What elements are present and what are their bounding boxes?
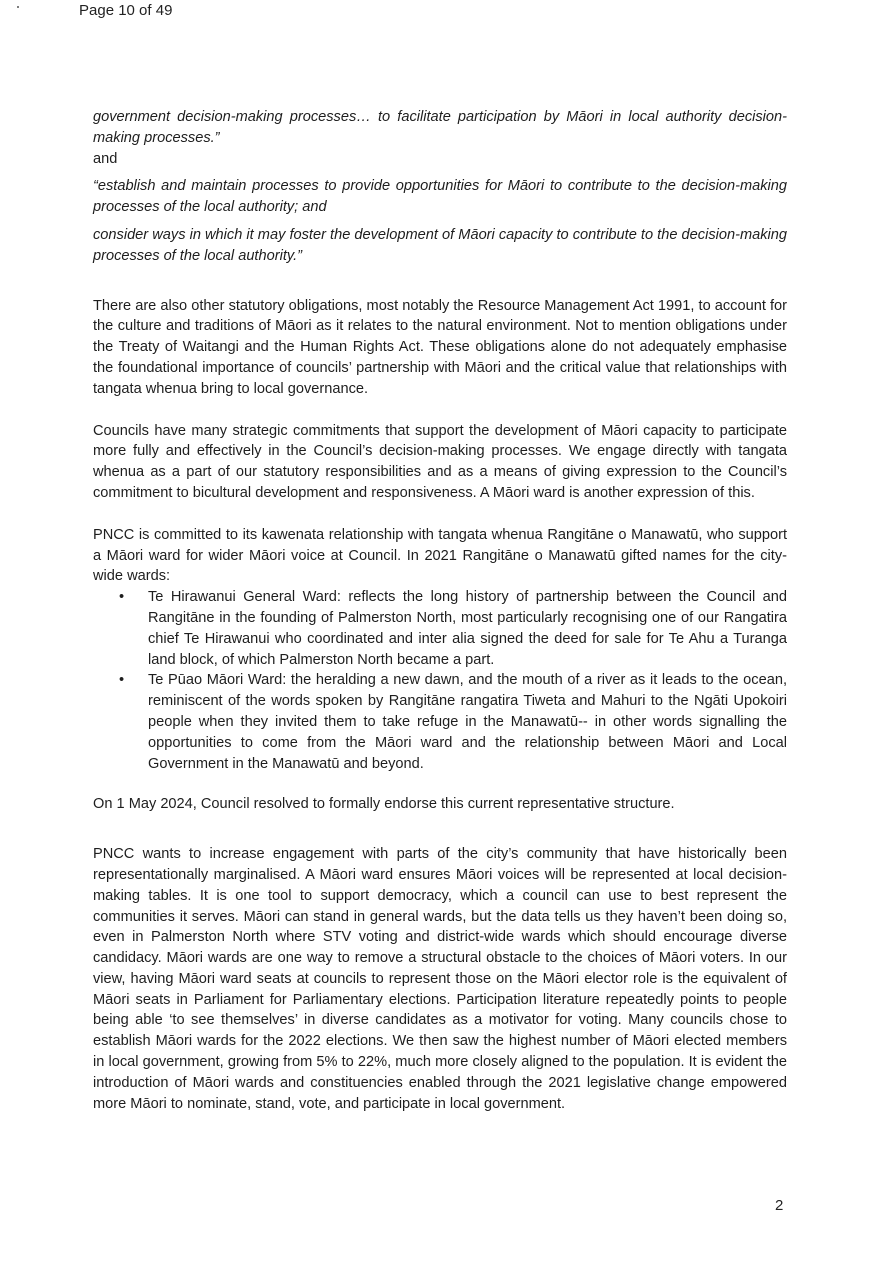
page-label: Page 10 of 49: [79, 2, 173, 19]
quote-consider: consider ways in which it may foster the development of Māori capacity to contribute to the decision-making processes of the local authority.”: [93, 226, 787, 264]
scan-dot: [17, 6, 19, 8]
quote-establish: “establish and maintain processes to provide opportunities for Māori to contribute to the decision-making processes of the local authority; and: [93, 178, 787, 216]
document-body: [93, 107, 787, 1114]
page-number: 2: [775, 1197, 784, 1214]
bullet-icon: •: [119, 672, 125, 689]
bullet-icon: •: [119, 589, 125, 606]
ward-description: Te Hirawanui General Ward: reflects the long history of partnership between the Council and Rangitāne in the founding of Palmerston North, most particularly recognising one of our Rangatira chief Te Hirawanui who coordinated and inter alia signed the deed for sale for Te Ahu a Turanga land block, of which Palmerston North became a part.: [148, 589, 787, 668]
paragraph-council-resolution: On 1 May 2024, Council resolved to formally endorse this current representative structure.: [93, 796, 675, 813]
ward-description: Te Pūao Māori Ward: the heralding a new dawn, and the mouth of a river as it leads to the ocean, reminiscent of the words spoken by Rangitāne rangatira Tiweta and Mahuri to the Ngāti Upokoiri people when they invited them to take refuge in the Manawatū-- in other words signalling the opportunities to come from the Māori ward and the relationship between Māori and Local Government in the Manawatū and beyond.: [148, 672, 787, 772]
paragraph-engagement: PNCC wants to increase engagement with parts of the city’s community that have historically been representationally marginalised. A Māori ward ensures Māori voices will be represented at local decision-making tables. It is one tool to support democracy, which a council can use to best represent the communities it serves. Māori can stand in general wards, but the data tells us they haven’t been doing so, even in Palmerston North where STV voting and district-wide wards which should encourage diverse candidacy. Māori wards are one way to remove a structural obstacle to the choices of Māori voters. In our view, having Māori ward seats at councils to represent those on the Māori elector role is the equivalent of Māori seats in Parliament for Parliamentary elections. Participation literature repeatedly points to people being able ‘to see themselves’ in diverse candidates as a motivator for voting. Many councils chose to establish Māori wards for the 2022 elections. We then saw the highest number of Māori elected members in local government, growing from 5% to 22%, much more closely aligned to the population. It is evident the introduction of Māori wards and constituencies enabled through the 2021 legislative change empowered more Māori to nominate, stand, vote, and participate in local government.: [93, 846, 787, 1112]
paragraph-strategic-commitments: Councils have many strategic commitments that support the development of Māori capacity to participate more fully and effectively in the Council’s decision-making processes. We engage directly with tangata whenua as a part of our statutory responsibilities and as a means of giving expression to the Council’s commitment to bicultural development and responsiveness. A Māori ward is another expression of this.: [93, 422, 787, 501]
ward-list: [93, 587, 787, 774]
quote-continuation: government decision-making processes… to facilitate participation by Māori in local authority decision-making processes.”: [93, 109, 787, 146]
list-item: [93, 670, 787, 774]
conjunction-text: and: [93, 150, 118, 167]
paragraph-kawenata: PNCC is committed to its kawenata relationship with tangata whenua Rangitāne o Manawatū, who support a Māori ward for wider Māori voice at Council. In 2021 Rangitāne o Manawatū gifted names for the city-wide wards:: [93, 526, 787, 585]
paragraph-statutory-obligations: There are also other statutory obligations, most notably the Resource Management Act 1991, to account for the culture and traditions of Māori as it relates to the natural environment. Not to mention obligations under the Treaty of Waitangi and the Human Rights Act. These obligations alone do not adequately emphasise the foundational importance of councils’ partnership with Māori and the critical value that relationships with tangata whenua bring to local governance.: [93, 297, 787, 397]
list-item: [93, 587, 787, 670]
